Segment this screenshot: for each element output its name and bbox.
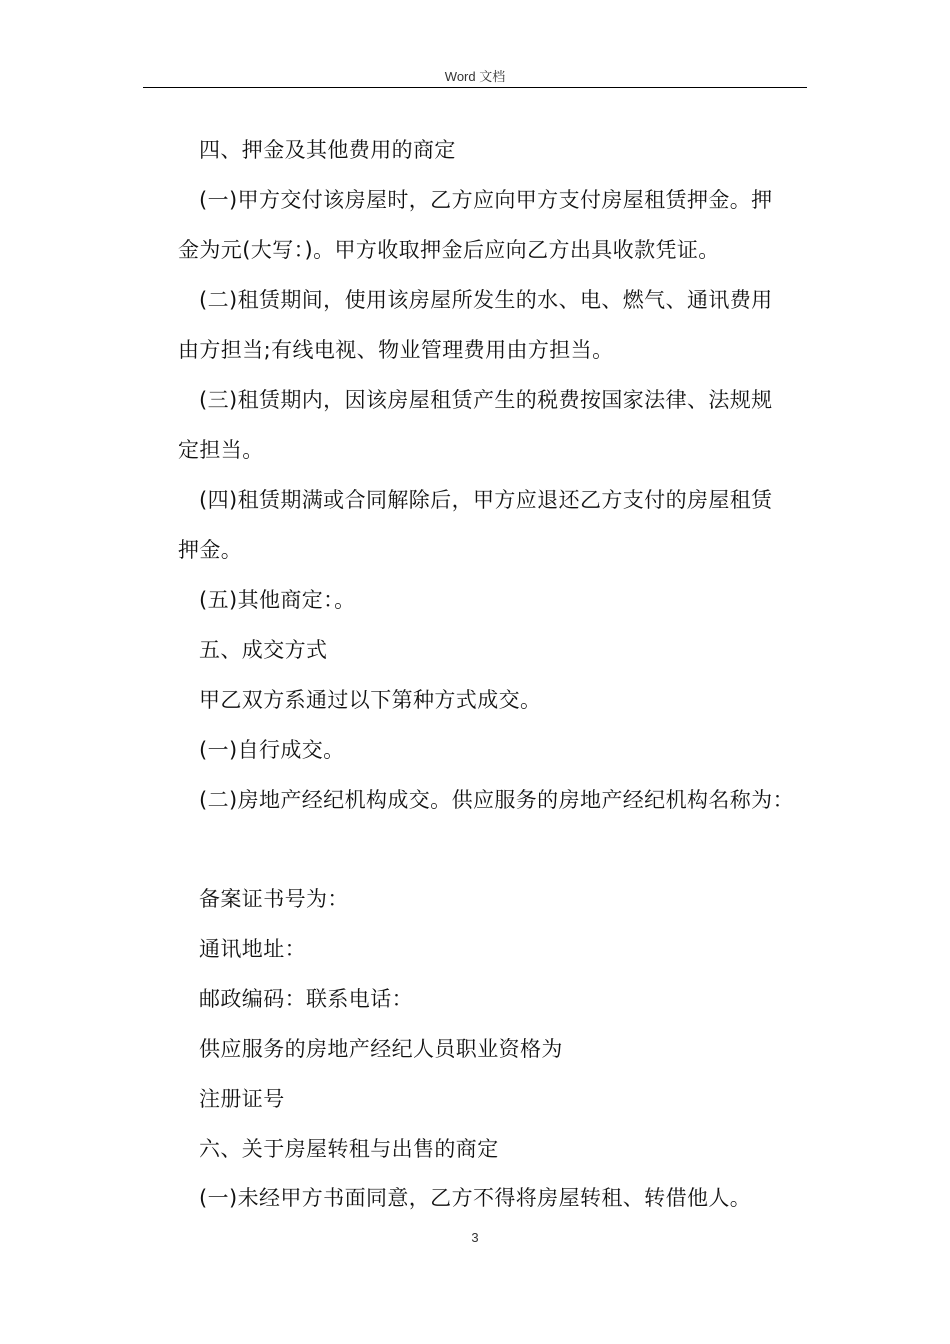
paragraph-line: (二)房地产经纪机构成交。供应服务的房地产经纪机构名称为： [199, 788, 794, 812]
page-number: 3 [471, 1230, 479, 1245]
paragraph-line: (五)其他商定：。 [199, 588, 356, 612]
paragraph-line: 甲乙双方系通过以下第种方式成交。 [199, 688, 542, 712]
paragraph-line: 定担当。 [178, 438, 264, 462]
page-header-title: Word 文档 [444, 69, 506, 84]
paragraph-line: (一)甲方交付该房屋时，乙方应向甲方支付房屋租赁押金。押 [199, 188, 773, 212]
paragraph-line: 押金。 [178, 538, 243, 562]
paragraph-line: (四)租赁期满或合同解除后，甲方应退还乙方支付的房屋租赁 [199, 488, 773, 512]
paragraph-line: 备案证书号为： [199, 887, 349, 911]
paragraph-line: (一)未经甲方书面同意，乙方不得将房屋转租、转借他人。 [199, 1186, 752, 1210]
paragraph-line: 邮政编码：联系电话： [199, 987, 413, 1011]
section-heading-sublease: 六、关于房屋转租与出售的商定 [199, 1137, 499, 1161]
header-divider [143, 87, 807, 88]
section-heading-transaction: 五、成交方式 [199, 638, 328, 662]
paragraph-line: 通讯地址： [199, 937, 306, 961]
paragraph-line: 由方担当;有线电视、物业管理费用由方担当。 [178, 338, 614, 362]
paragraph-line: (一)自行成交。 [199, 738, 345, 762]
paragraph-line: (三)租赁期内，因该房屋租赁产生的税费按国家法律、法规规 [199, 388, 773, 412]
paragraph-line: 供应服务的房地产经纪人员职业资格为 [199, 1037, 563, 1061]
section-heading-deposit: 四、押金及其他费用的商定 [199, 138, 456, 162]
paragraph-line: 金为元(大写：)。甲方收取押金后应向乙方出具收款凭证。 [178, 238, 720, 262]
paragraph-line: 注册证号 [199, 1087, 285, 1111]
paragraph-line: (二)租赁期间，使用该房屋所发生的水、电、燃气、通讯费用 [199, 288, 773, 312]
